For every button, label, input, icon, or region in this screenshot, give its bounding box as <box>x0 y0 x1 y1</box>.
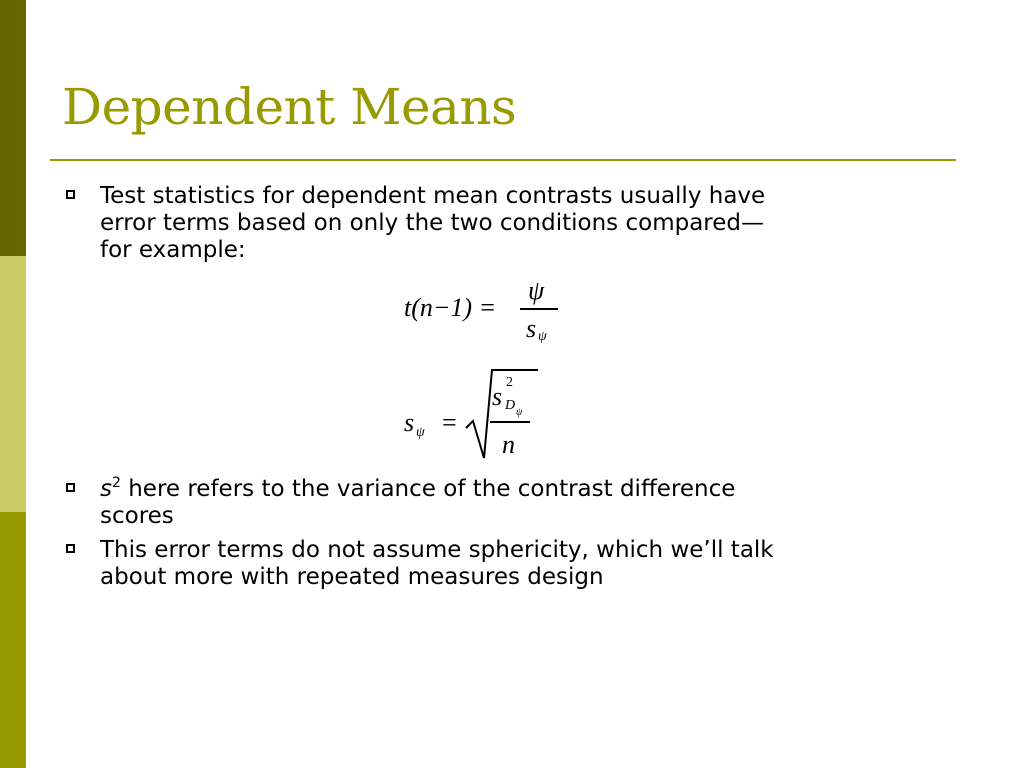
equation-1-numerator: ψ <box>528 276 545 305</box>
title-divider <box>50 159 956 161</box>
equation-1-denominator: s <box>526 314 537 343</box>
equation-2-numerator-subscript: D <box>505 398 516 413</box>
bullet-item-3 <box>66 537 936 591</box>
square-bullet-icon <box>66 483 75 492</box>
bullet-item-1 <box>66 183 936 264</box>
equation-1-fraction-bar <box>520 308 558 310</box>
bullet-item-2 <box>66 476 936 530</box>
equation-2-numerator: s <box>492 382 503 411</box>
equation-standard-error <box>404 366 564 462</box>
bullet-2-body: here refers to the variance of the contrast difference scores <box>100 476 736 529</box>
equation-1-denominator-subscript: ψ <box>538 329 547 344</box>
equation-1-lhs: t(n−1) = <box>404 293 497 322</box>
bullet-text-3: This error terms do not assume sphericity, which we’ll talk about more with repeated measures design <box>100 537 774 590</box>
accent-bar-middle <box>0 256 26 512</box>
equation-2-numerator-superscript: 2 <box>506 375 513 390</box>
equation-2-numerator-subsubscript: ψ <box>516 407 523 418</box>
accent-bar-bottom <box>0 512 26 768</box>
bullet-2-variable: s <box>100 476 112 502</box>
square-bullet-icon <box>66 190 75 199</box>
equation-t-statistic <box>404 276 564 350</box>
equation-2-equals: = <box>442 408 457 437</box>
bullet-2-superscript: 2 <box>111 475 121 491</box>
equation-2-denominator: n <box>502 430 515 459</box>
square-root-icon <box>464 366 604 462</box>
equation-2-fraction-bar <box>490 421 530 423</box>
equation-2-lhs: s <box>404 408 415 437</box>
bullet-text-1: Test statistics for dependent mean contrasts usually have error terms based on only the two conditions compared— for example: <box>100 183 766 263</box>
accent-bar-top <box>0 0 26 256</box>
bullet-text-2 <box>100 476 936 530</box>
equation-2-lhs-subscript: ψ <box>416 425 425 440</box>
square-bullet-icon <box>66 544 75 553</box>
slide-title: Dependent Means <box>62 78 517 136</box>
